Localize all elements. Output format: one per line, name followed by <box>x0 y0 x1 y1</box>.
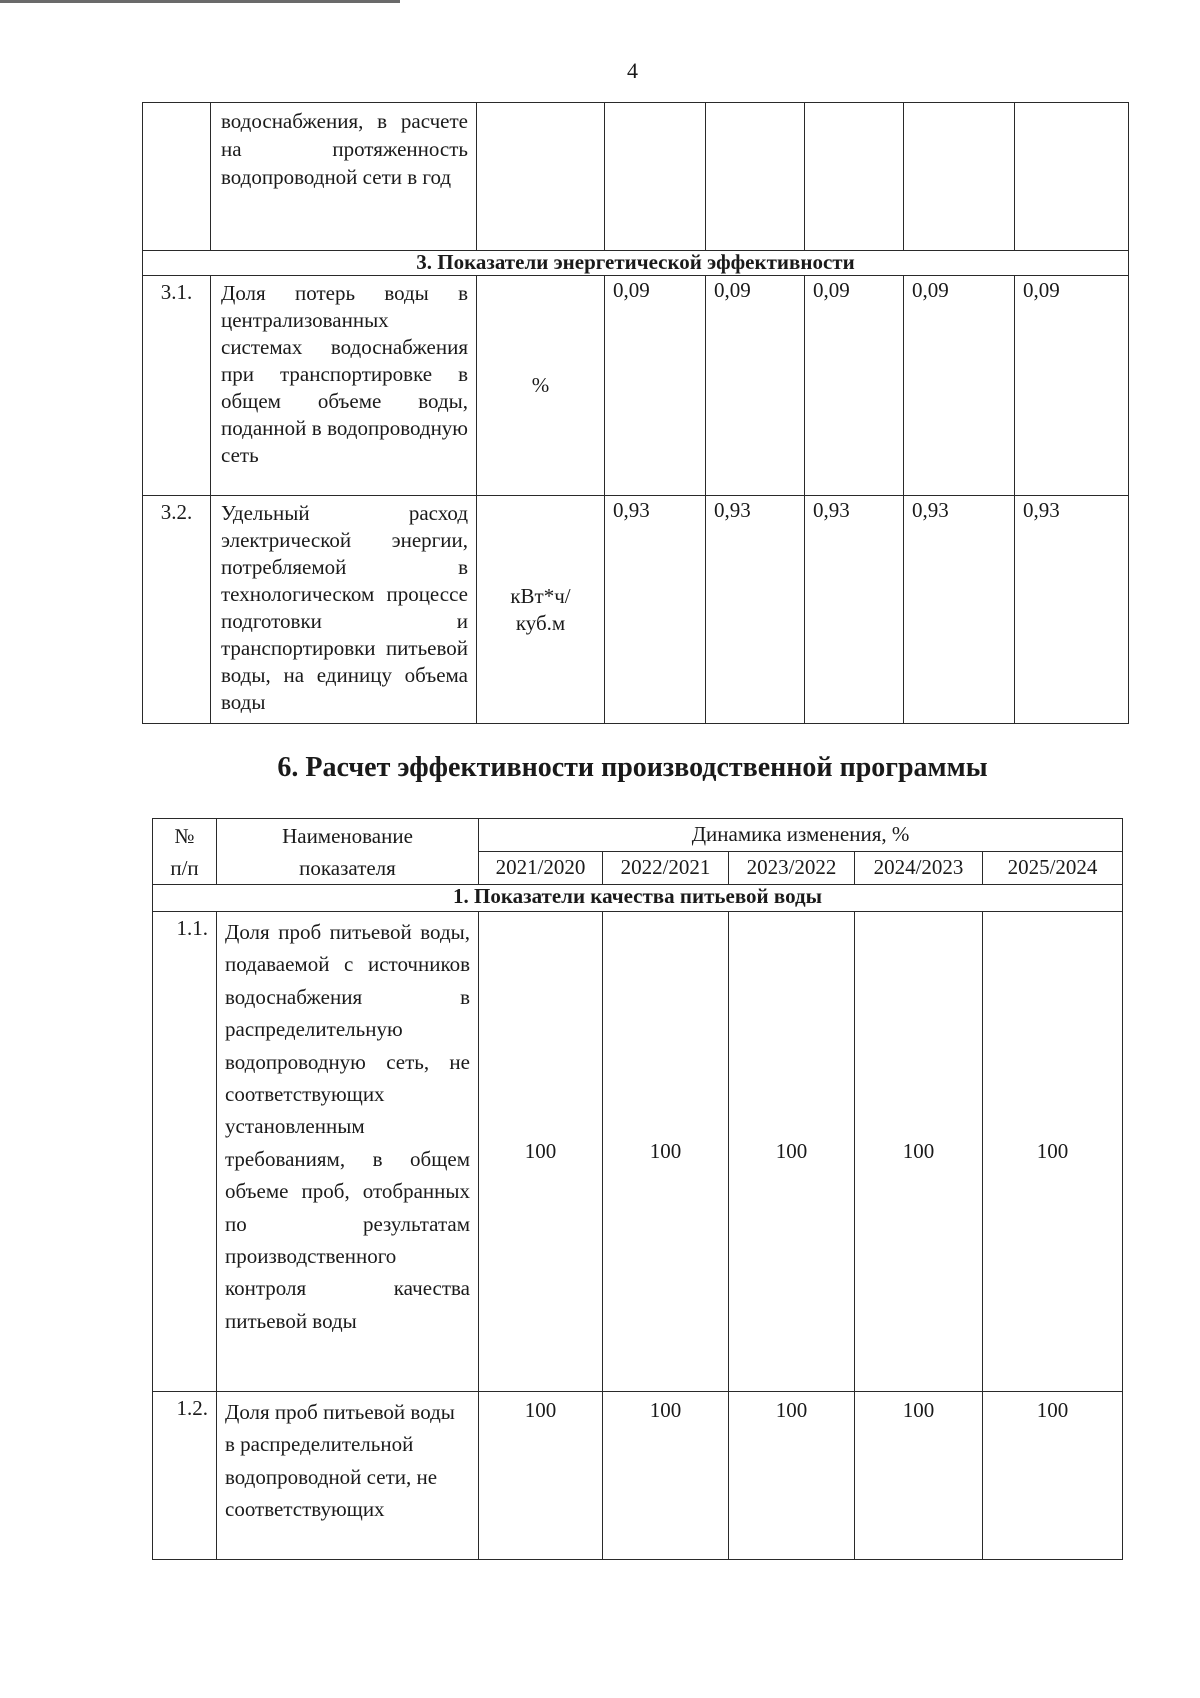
section-row <box>143 251 1129 276</box>
row-number: 3.2. <box>143 496 211 724</box>
row-number: 1.1. <box>153 912 217 1392</box>
indicator-description: Доля потерь воды в централизованных системах водоснабжения при транспортировке в общем объеме воды, поданной в водопроводную сеть <box>211 276 477 496</box>
row-number: 1.2. <box>153 1392 217 1560</box>
section-row <box>153 885 1123 912</box>
section-heading: 6. Расчет эффективности производственной программы <box>277 752 988 783</box>
value-cell: 0,09 <box>706 276 805 496</box>
value-cell: 100 <box>729 912 855 1392</box>
unit-cell <box>477 496 605 724</box>
value-cell: 100 <box>479 912 603 1392</box>
name-header-line: Наименование <box>282 823 413 848</box>
header-row <box>153 819 1123 852</box>
value-cell: 100 <box>983 912 1123 1392</box>
indicator-description: Удельный расход электрической энергии, потребляемой в технологическом процессе подготовки и транспортировки питьевой воды, на единицу объема воды <box>211 496 477 724</box>
indicator-description: Доля проб питьевой воды в распределительной водопроводной сети, не соответствующих <box>217 1392 479 1560</box>
name-header-line: показателя <box>299 855 396 880</box>
num-header-line: № <box>174 823 195 848</box>
value-cell: 0,09 <box>605 276 706 496</box>
value-cell: 0,09 <box>1015 276 1129 496</box>
scan-edge <box>0 0 400 3</box>
value-cell: 100 <box>983 1392 1123 1560</box>
page-number: 4 <box>627 58 638 83</box>
value-cell: 100 <box>855 912 983 1392</box>
dynamics-header: Динамика изменения, % <box>479 819 1123 852</box>
year-header: 2023/2022 <box>729 852 855 885</box>
table-row <box>153 912 1123 1392</box>
indicator-description: водоснабжения, в расчете на протяженность водопроводной сети в год <box>211 103 477 251</box>
name-header <box>217 819 479 885</box>
year-header: 2024/2023 <box>855 852 983 885</box>
year-header: 2021/2020 <box>479 852 603 885</box>
section-title: 3. Показатели энергетической эффективности <box>143 251 1129 276</box>
row-number: 3.1. <box>143 276 211 496</box>
value-cell: 0,93 <box>605 496 706 724</box>
indicator-description: Доля проб питьевой воды, подаваемой с источников водоснабжения в распределительную водопроводную сеть, не соответствующих установленным требованиям, в общем объеме проб, отобранных по результатам производственного контроля качества питьевой воды <box>217 912 479 1392</box>
num-header-line: п/п <box>170 855 199 880</box>
row-number <box>143 103 211 251</box>
year-header: 2022/2021 <box>603 852 729 885</box>
year-header: 2025/2024 <box>983 852 1123 885</box>
unit-line: куб.м <box>515 610 566 635</box>
value-cell: 100 <box>855 1392 983 1560</box>
value-cell: 0,93 <box>904 496 1015 724</box>
table-row <box>143 496 1129 724</box>
value-cell: 100 <box>603 912 729 1392</box>
table-row <box>143 103 1129 251</box>
value-cell: 0,93 <box>805 496 904 724</box>
value-cell: 100 <box>729 1392 855 1560</box>
unit-line: кВт*ч/ <box>510 583 571 608</box>
value-cell: 0,09 <box>904 276 1015 496</box>
value-cell: 0,93 <box>706 496 805 724</box>
efficiency-table <box>152 818 1123 1560</box>
value-cell: 100 <box>479 1392 603 1560</box>
section-title: 1. Показатели качества питьевой воды <box>153 885 1123 912</box>
indicators-table <box>142 102 1129 724</box>
unit-cell: % <box>477 276 605 496</box>
table-row <box>153 1392 1123 1560</box>
table-row <box>143 276 1129 496</box>
num-header <box>153 819 217 885</box>
value-cell: 100 <box>603 1392 729 1560</box>
value-cell: 0,09 <box>805 276 904 496</box>
value-cell: 0,93 <box>1015 496 1129 724</box>
